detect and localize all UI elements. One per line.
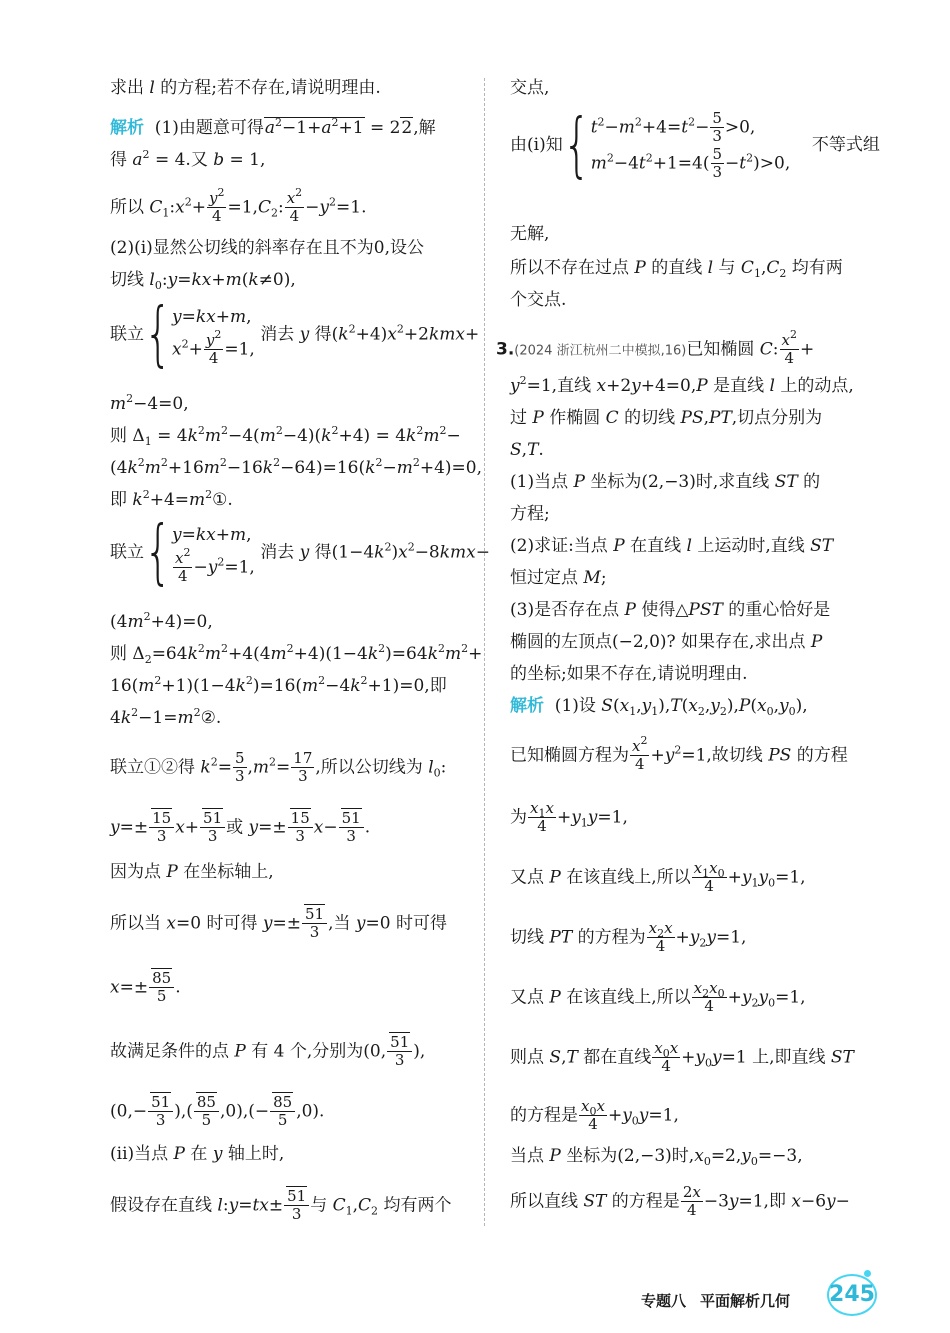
system-line: 联立{ y=kx+m, $\frac{x^2}{4}$ $-y^2=1$, 消去 y 得$(1-4k^2)x^2-8kmx-$ — [110, 511, 491, 593]
text-line: $m^2-4=0$, — [110, 392, 189, 414]
text-line: 即 $k^2+4=m^2①$. — [110, 488, 233, 510]
chapter-label: 专题八 — [641, 1292, 687, 1310]
system-line: 由(i)知{ $t^2-m^2+4=t^2-$ $\frac{5}{3}$ >0, $m^2-4t^2+1=4$( $\frac{5}{3}$ $-t^2)>0$, 不等式组 — [510, 103, 880, 186]
text-line: 个交点. — [510, 290, 567, 310]
text-line: S,T. — [510, 440, 544, 460]
text-line: 恒过定点 M; — [510, 568, 607, 588]
text-line: 则 $\Delta_2=64k^2m^2+4(4m^2+4)(1-4k^2)=64k^2m^2+$ — [110, 642, 483, 666]
text-line: 的方程是 $\frac{x_0x}{4}$ $+y_0y=1$, — [510, 1097, 679, 1134]
text-line: 则 $\Delta_1 = 4k^2m^2-4(m^2-4)(k^2+4) = 4k^2m^2-$ — [110, 424, 461, 448]
text-line: 过 P 作椭圆 C 的切线 PS,PT,切点分别为 — [510, 408, 823, 428]
text-line: 所以直线 ST 的方程是 $\frac{2x}{4}$ −3y=1,即 x−6y− — [510, 1183, 850, 1220]
text-line: 因为点 P 在坐标轴上, — [110, 862, 274, 882]
text-line: 已知椭圆方程为 $\frac{x^2}{4}$ $+y^2=1$,故切线 PS 的方程 — [510, 734, 848, 774]
text-line: 求出 l 的方程;若不存在,请说明理由. — [110, 78, 381, 98]
text-line: 方程; — [510, 504, 550, 524]
question-header: 3.(2024 浙江杭州二中模拟,16)已知椭圆 C: $\frac{x^2}{4}$ + — [496, 328, 815, 368]
text-line: 切线 PT 的方程为 $\frac{x_2x}{4}$ $+y_2y=1$, — [510, 919, 747, 956]
question-number: 3. — [496, 339, 515, 360]
text-line: (3)是否存在点 P 使得△PST 的重心恰好是 — [510, 600, 831, 620]
text-line: 切线 $l_0:y=kx+m(k\ne 0)$, — [110, 270, 296, 292]
text-line: $y^2=1$,直线 x+2y+4=0,P 是直线 l 上的动点, — [510, 374, 854, 396]
question-source: (2024 浙江杭州二中模拟,16) — [514, 343, 687, 359]
text-line: 所以 $C_1:x^2+$ $\frac{y^2}{4}$ $=1,C_2$: $\frac{x^2}{4}$ $-y^2=1$. — [110, 186, 367, 226]
text-line: 联立①②得 $k^2=$ $\frac{5}{3}$ $,m^2=$ $\frac{17}{3}$ ,所以公切线为 $l_0$: — [110, 749, 447, 786]
text-line: 交点, — [510, 78, 550, 98]
text-line: (2)(i)显然公切线的斜率存在且不为0,设公 — [110, 238, 425, 258]
page-number: 245 — [827, 1274, 877, 1316]
text-line: 为 $\frac{x_1x}{4}$ $+y_1y=1$, — [510, 799, 628, 836]
text-line: $(4k^2m^2+16m^2-16k^2-64)=16(k^2-m^2+4)=0$, — [110, 456, 482, 478]
chapter-title: 平面解析几何 — [700, 1292, 791, 1310]
text-line: 则点 S,T 都在直线 $\frac{x_0x}{4}$ $+y_0y=1$ 上,即直线 ST — [510, 1039, 854, 1076]
text-line: 椭圆的左顶点(−2,0)? 如果存在,求出点 P — [510, 632, 823, 652]
text-line: $16(m^2+1)(1-4k^2)=16(m^2-4k^2+1)=0$,即 — [110, 674, 447, 696]
text-line: 的坐标;如果不存在,请说明理由. — [510, 664, 748, 684]
text-line: 所以不存在过点 P 的直线 l 与 $C_1,C_2$ 均有两 — [510, 258, 843, 280]
text-line: 又点 P 在该直线上,所以 $\frac{x_2x_0}{4}$ $+y_2y_0=1$, — [510, 979, 806, 1016]
text-line: 故满足条件的点 P 有 4 个,分别为(0, $\frac{51}{3}$ ), — [110, 1033, 426, 1070]
text-line: $(4m^2+4)=0$, — [110, 610, 213, 632]
text-line: 当点 P 坐标为(2,−3)时$,x_0=2,y_0=-3$, — [510, 1146, 803, 1168]
text-line: 又点 P 在该直线上,所以 $\frac{x_1x_0}{4}$ $+y_1y_0=1$, — [510, 859, 806, 896]
text-line: 所以当 x=0 时可得 y=± $\frac{51}{3}$ ,当 y=0 时可得 — [110, 905, 447, 942]
text-line: 解析 (1)设 $S(x_1,y_1),T(x_2,y_2),P(x_0,y_0)$, — [510, 696, 808, 718]
page-footer — [641, 1290, 790, 1311]
column-divider — [484, 78, 485, 1226]
text-line: 无解, — [510, 224, 550, 244]
text-line: (1)当点 P 坐标为(2,−3)时,求直线 ST 的 — [510, 472, 821, 492]
analysis-label: 解析 — [110, 118, 144, 138]
analysis-label: 解析 — [510, 696, 544, 716]
text-line: x=± $\frac{85}{5}$ . — [110, 969, 181, 1006]
text-line: (2)求证:当点 P 在直线 l 上运动时,直线 ST — [510, 536, 834, 556]
text-line: $4k^2-1=m^2②$. — [110, 706, 222, 728]
system-line: 联立{ y=kx+m, $x^2+$ $\frac{y^2}{4}$ =1, 消去 y 得$(k^2+4)x^2+2kmx+$ — [110, 293, 480, 375]
text-line: 假设存在直线 l:y=tx± $\frac{51}{3}$ 与 $C_1,C_2$ 均有两个 — [110, 1187, 452, 1224]
text-line: 得 $a^2 = 4$.又 b = 1, — [110, 148, 266, 170]
page-number-dot — [864, 1270, 871, 1277]
text-line: y=± $\frac{15}{3}$ x+ $\frac{51}{3}$ 或 y=± $\frac{15}{3}$ x− $\frac{51}{3}$ . — [110, 809, 371, 846]
text-line: (ii)当点 P 在 y 轴上时, — [110, 1144, 285, 1164]
text-line: (0,− $\frac{51}{3}$ ),( $\frac{85}{5}$ ,0),(− $\frac{85}{5}$ ,0). — [110, 1093, 325, 1130]
text-line: 解析 (1)由题意可得$a^2-1+a^2+1 = 22$,解 — [110, 116, 436, 138]
